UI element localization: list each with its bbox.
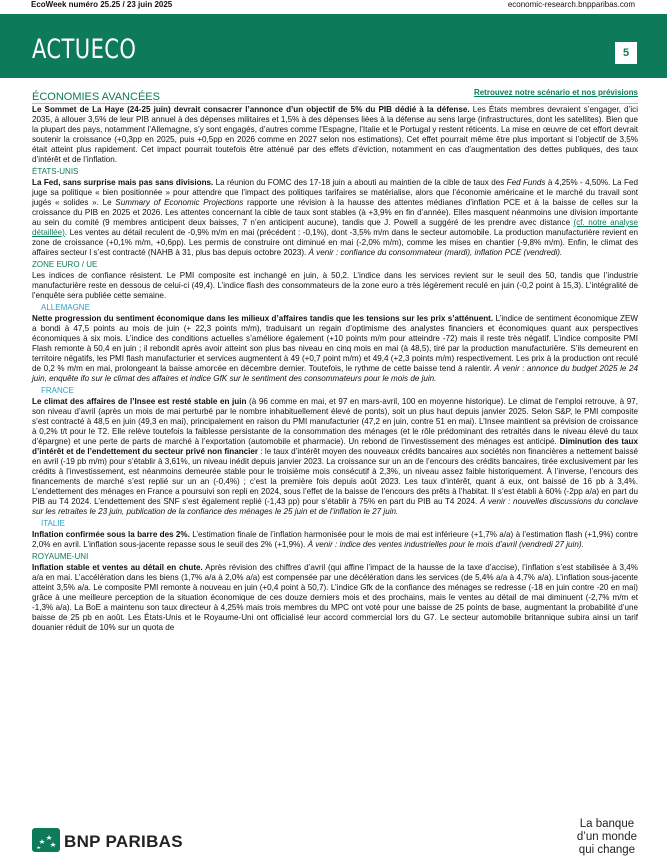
- bnp-logo-text: BNP PARIBAS: [64, 832, 183, 851]
- ez-paragraph: Les indices de confiance résistent. Le PMI composite est inchangé en juin, à 50,2. L’indice dans les services revient sur le seuil des 50, tandis que l’industrie manufacturière reste en dessous de celui-ci (49,4). L’indice flash des consommateurs de la zone euro a très légèrement reculé en juin (-0,2 point à 15,3). L’intégralité de l’enquête sera publiée cette semaine.: [32, 271, 638, 300]
- de-paragraph: [32, 314, 638, 384]
- intro-bold: Le Sommet de La Haye (24-25 juin) devrait consacrer l’annonce d’un objectif de 5% du PIB dédié à la défense.: [32, 105, 470, 114]
- fr-bold-2: Diminution des taux d’intérêt et de l’endettement du secteur privé non financier: [32, 437, 638, 456]
- heading-uk: ROYAUME-UNI: [32, 552, 89, 561]
- heading-ez: ZONE EURO / UE: [32, 260, 98, 269]
- fed-analysis-link[interactable]: (cf. notre analyse détaillée): [32, 218, 638, 237]
- bnp-stars-icon: [32, 828, 60, 852]
- uk-bold: Inflation stable et ventes au détail en chute.: [32, 563, 203, 572]
- fr-text-2: : le taux d’intérêt moyen des nouveaux crédits bancaires aux sociétés non financières a nettement baissé en avril (-19 pb m/m) pour s’établir à 3,61%, un niveau inédit depuis janvier 2023. La croissance sur un an de l’encours des crédits bancaires, tirée exclusivement par les crédits à l’investissement, est néanmoins demeurée stable pour le troisième mois consécutif à 2,3%, un niveau assez faible historiquement. À l’inverse, l’encours des financements de marché s’est replié sur un an (-0,4%) ; c’est la première fois depuis août 2023. Les taux d’intérêt, quant à eux, ont baissé de 16 pb à 3,4%. L’endettement des ménages en France a poursuivi son repli en 2024, sous l’effet de la baisse de l’encours des prêts à l’habitat. Il s’est établi à 60% (-2pp a/a) en part du PIB au T4 2024. L’endettement des SNF s’est également replié (-1,43 pp) pour s’établir à 75% en part du PIB au T4 2024.: [32, 447, 638, 506]
- divider: [32, 103, 638, 104]
- de-bold: Nette progression du sentiment économique dans les milieux d’affaires tandis que les tensions sur les prix s’atténuent.: [32, 314, 494, 323]
- uk-paragraph: [32, 563, 638, 633]
- page-number: 5: [615, 42, 637, 64]
- banner-title: ACTUECO: [32, 34, 137, 65]
- slogan-line-2: d’un monde: [576, 831, 637, 843]
- site-url[interactable]: economic-research.bnpparibas.com: [507, 0, 635, 9]
- uk-text: Après révision des chiffres d’avril (qui affine l’impact de la hausse de la taxe d’accise), l’inflation s’est stabilisée à 3,4% a/a en mai. L’accélération dans les biens (1,7% a/a à 2,0% a/a) est compensée par une décélération dans les services (de 5,4% a/a à 4,7% a/a). L’inflation sous-jacente atteint 3,5% a/a. Le composite PMI remonte à nouveau en juin (+0,4 point à 50,7). L’indice Gfk de la confiance des ménages se redresse (-18 en juin contre -20 en mai) grâce à une meilleure perception de la situation économique de ces douze derniers mois et des prochains, mais le ventes au détail de mai diminuent (-2,7% m/m et -1,3% a/a). La BoE a maintenu son taux directeur à 4,25% mais trois membres du MPC ont voté pour une baisse de 25 points de base, augmentant la probabilité d’une baisse de 25 pb en août. Les États-Unis et le Royaume-Uni ont officialisé leur accord commercial lors du G7. Le secteur automobile britannique subira ainsi un tarif douanier réduit de 10% sur un quota de: [32, 563, 638, 632]
- main-content: [32, 88, 638, 634]
- it-bold: Inflation confirmée sous la barre des 2%.: [32, 530, 190, 539]
- fr-outlook: À venir : nouvelles discussions du conclave sur les retraites le 23 juin, publication de la confiance des ménages le 25 juin et de l’inflation le 27 juin.: [32, 497, 638, 516]
- us-outlook: À venir : confiance du consommateur (mardi), inflation PCE (vendredi).: [308, 248, 563, 257]
- intro-text: Les États membres devraient s’engager, d’ici 2035, à allouer 3,5% de leur PIB annuel à des dépenses militaires et 1,5% à des dépenses liées à la défense au sens large (infrastructures, dont les satellites). Bien que la plupart des pays, notamment l’Allemagne, s’y sont engagés, d’autres comme l’Espagne, l’Italie et le Portugal y restent réticents. La mise en œuvre de cet effort devrait soutenir la croissance (+0,3pp en 2025, puis +0,5pp en 2026 comme en 2027 selon nos estimations). Cet effet pourrait même être plus important si l’objectif de 3,5% était atteint plus rapidement. Cet impact pourrait toutefois être atténué par des effets d’éviction, notamment en cas d’augmentation des dettes publiques, des taux d’intérêt et de l’inflation.: [32, 105, 638, 164]
- fr-paragraph: [32, 397, 638, 517]
- heading-de: ALLEMAGNE: [41, 303, 90, 312]
- us-text-2: à 4,25% - 4,50%. La Fed juge sa politique « bien positionnée » pour attendre que l’impact des politiques tarifaires se matérialise, alors que l’économie américaine et le marché du travail sont jugés « solides ». Le: [32, 178, 638, 207]
- de-outlook: À venir : annonce du budget 2025 le 24 juin, enquête ifo sur le climat des affaires et indice GfK sur le sentiment des consommateurs pour le mois de juin.: [32, 364, 638, 383]
- fr-bold-1: Le climat des affaires de l’Insee est resté stable en juin: [32, 397, 247, 406]
- heading-fr: FRANCE: [41, 386, 74, 395]
- footer: [0, 818, 667, 858]
- us-text-1: La réunion du FOMC des 17-18 juin a abouti au maintien de la cible de taux des: [213, 178, 507, 187]
- heading-us: ÉTATS-UNIS: [32, 167, 79, 176]
- slogan-line-3: qui change: [578, 844, 636, 856]
- banner: [0, 14, 667, 78]
- top-bar: [0, 0, 667, 10]
- it-paragraph: [32, 530, 638, 550]
- section-header: [32, 88, 638, 103]
- us-text-4: . Les ventes au détail reculent de -0,9% m/m en mai (précédent : -0,1%), dont -3,5% m/m dans le secteur automobile. La production manufacturière revient en zone de croissance (+0,1% m/m, +0,6pp). Les permis de construire ont diminué en mai (-2,0% m/m), comme les mises en chantier (-9,8% m/m). Enfin, le climat des affaires secteur l s’est contracté (NAHB à 31, plus bas depuis octobre 2023).: [32, 228, 638, 257]
- fr-text-1: (à 96 comme en mai, et 97 en mars-avril, 100 en moyenne historique). Le climat de l’emploi retrouve, à 97, son niveau d’avril (après un mois de mai perturbé par le nombre inhabituellement élevé de ponts), soit un plus haut depuis janvier 2025. Selon S&P, le PMI composite s’est contracté à 48,5 en juin (49,3 en mai), principalement en raison du PMI manufacturier (47,2 en juin, contre 51 en mai). L’Insee maintient sa prévision de croissance à 0,2% t/t pour le T2. Elle relève toutefois la faiblesse persistante de la consommation des ménages (et le rôle prédominant des retraités dans le niveau élevé du taux d’épargne) et une perte de parts de marché à l’exportation (automobile et pharmacie). Un rebond de l’investissement des ménages est anticipé.: [32, 397, 638, 446]
- us-text-3: rapporte une révision à la hausse des attentes médianes d’inflation PCE et à la baisse de celles sur la croissance du PIB en 2025 et 2026. Les attentes concernant la cible de taux sont stables (à +3,9% en fin d’année). Elles masquent néanmoins une division importante au sein du comité (9 membres anticipent deux baisses, 7 n’en anticipent aucune), tandis que J. Powell a suggéré de les prendre avec distance: [32, 198, 638, 227]
- slogan-line-1: La banque: [579, 818, 635, 830]
- intro-paragraph: [32, 105, 638, 165]
- us-ital-2: Summary of Economic Projections: [115, 198, 244, 207]
- us-bold: La Fed, sans surprise mais pas sans divisions.: [32, 178, 214, 187]
- de-text: L’indice de sentiment économique ZEW a bondi à 47,5 points au mois de juin (+ 22,3 points m/m), traduisant un regain d’optimisme des analystes financiers et économiques quant aux perspectives économiques à six mois. L’indice des conditions actuelles s’améliore également (+10 points m/m pour atteindre -72) mais il reste très négatif. L’indice composite PMI Flash remonte à 50,4 en juin ; il rebondit après avoir atteint son plus bas niveau en cinq mois en mai (à 48,5), tiré par la production manufacturière. S’ils demeurent en territoire négatifs, les PMI flash manufacturier et services augmentent à 49 (+0,7 point m/m) et 49,4 (+2,3 points m/m) respectivement. Les prix à la production ont reculé de 0,2 % m/m en mai, prolongeant la baisse amorcée en décembre dernier. Toutefois, le rythme de cette baisse tend à ralentir.: [32, 314, 638, 373]
- slogan: [577, 818, 637, 857]
- us-paragraph: [32, 178, 638, 258]
- it-outlook: À venir : indice des ventes industrielles pour le mois d’avril (vendredi 27 juin).: [307, 540, 584, 549]
- section-title: ÉCONOMIES AVANCÉES: [32, 91, 160, 103]
- heading-it: ITALIE: [41, 519, 65, 528]
- it-text: L’estimation finale de l’inflation harmonisée pour le mois de mai est inférieure (+1,7% a/a) à l’estimation flash (+1,9%) contre 2,0% en avril. L’inflation sous-jacente repasse sous le seuil des 2% (+1,9%).: [32, 530, 638, 549]
- forecast-link[interactable]: Retrouvez notre scénario et nos prévisions: [473, 88, 638, 97]
- publication-info: EcoWeek numéro 25.25 / 23 juin 2025: [31, 0, 173, 9]
- us-ital-1: Fed Funds: [506, 178, 546, 187]
